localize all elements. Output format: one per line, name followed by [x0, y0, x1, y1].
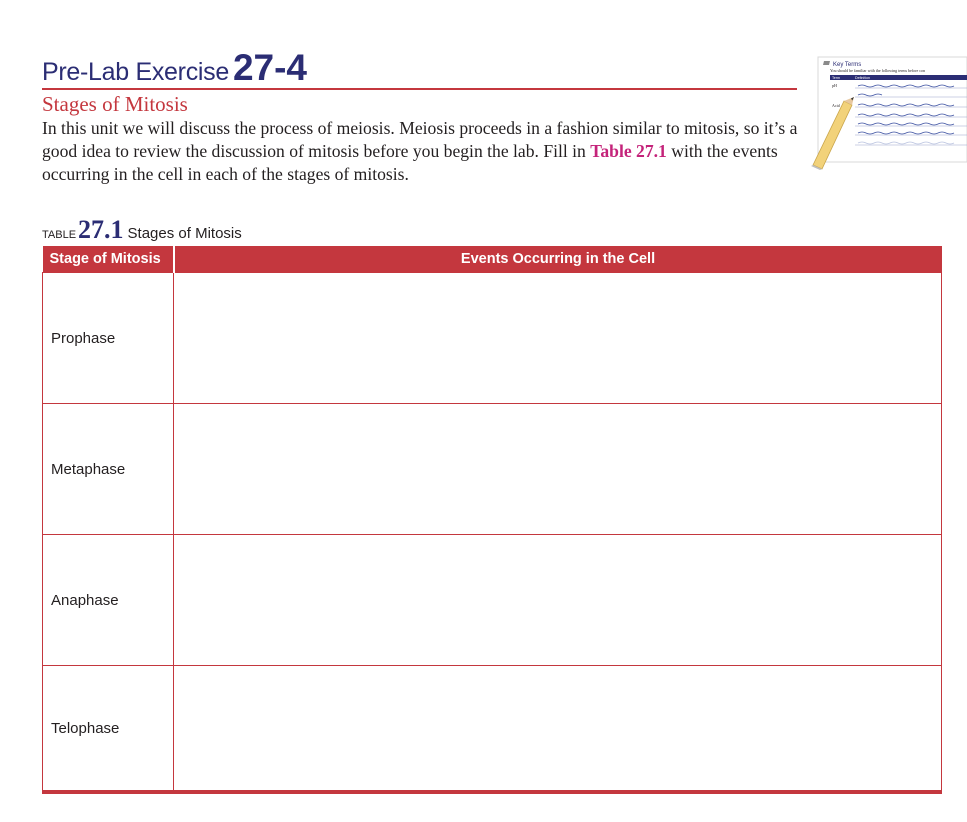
exercise-title	[42, 49, 307, 86]
header-events: Events Occurring in the Cell	[174, 246, 942, 273]
exercise-number: 27-4	[232, 47, 308, 88]
key-terms-title: Key Terms	[833, 62, 862, 68]
intro-paragraph	[42, 117, 802, 186]
exercise-label: Pre-Lab Exercise	[42, 58, 229, 86]
key-terms-term-2: Acid	[832, 103, 840, 108]
stage-cell: Metaphase	[43, 404, 174, 535]
table-caption	[42, 217, 242, 243]
title-rule	[42, 88, 797, 90]
table-row	[43, 273, 942, 404]
key-terms-term-1: pH	[832, 83, 837, 88]
table-row	[43, 535, 942, 666]
section-title: Stages of Mitosis	[42, 92, 188, 116]
events-cell[interactable]	[174, 404, 942, 535]
stage-cell: Telophase	[43, 666, 174, 793]
events-cell[interactable]	[174, 273, 942, 404]
intro-text-before: In this unit we will discuss the process of meiosis. Meiosis proceeds in a fashion similar to mitosis, so it’s a good idea to review the discussion of mitosis before you begin the lab. Fill in	[42, 118, 798, 161]
events-cell[interactable]	[174, 535, 942, 666]
stage-cell: Prophase	[43, 273, 174, 404]
table-row	[43, 404, 942, 535]
key-terms-icon	[823, 61, 830, 65]
table-caption-title: Stages of Mitosis	[127, 225, 242, 242]
intro-text-after: with the events occurring in the cell in each of the stages of mitosis.	[42, 141, 778, 184]
table-header-row	[43, 246, 942, 273]
table-reference-link[interactable]: Table 27.1	[590, 141, 667, 161]
key-terms-thumbnail	[808, 55, 967, 170]
mitosis-stages-table	[42, 246, 942, 794]
table-row	[43, 666, 942, 793]
key-terms-col-definition: Definition	[855, 76, 870, 80]
table-caption-label: TABLE	[42, 229, 77, 241]
header-stage: Stage of Mitosis	[43, 246, 174, 273]
stage-cell: Anaphase	[43, 535, 174, 666]
key-terms-col-term: Term	[832, 76, 840, 80]
table-caption-number: 27.1	[78, 215, 124, 244]
key-terms-subtitle: You should be familiar with the following terms before con	[830, 68, 926, 73]
events-cell[interactable]	[174, 666, 942, 793]
